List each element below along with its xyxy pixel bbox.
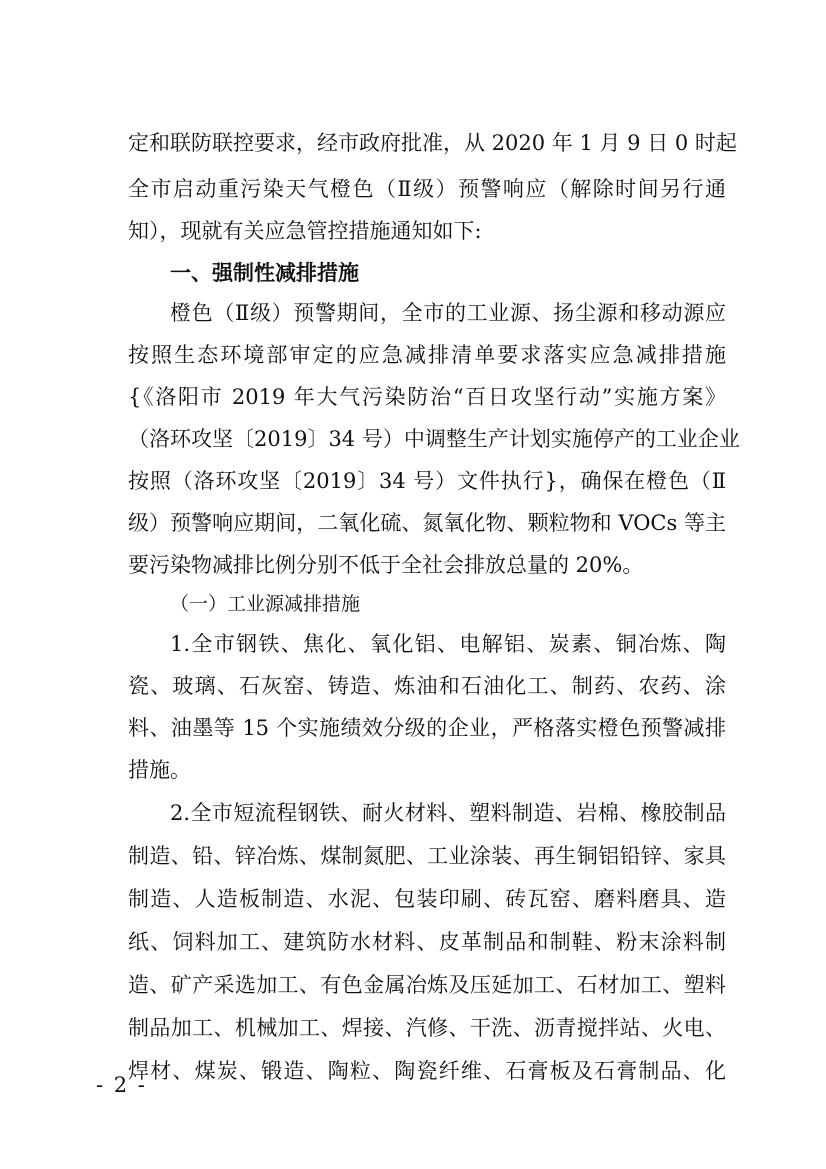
text-line: 造、矿产采选加工、有色金属冶炼及压延加工、石材加工、塑料 [128, 973, 726, 997]
text-line: 瓷、玻璃、石灰窑、铸造、炼油和石油化工、制药、农药、涂 [128, 674, 726, 698]
text-line: 橙色（Ⅱ级）预警期间，全市的工业源、扬尘源和移动源应 [170, 301, 726, 325]
text-line: 料、油墨等 15 个实施绩效分级的企业，严格落实橙色预警减排 [128, 716, 726, 740]
text-line: 全市启动重污染天气橙色（Ⅱ级）预警响应（解除时间另行通 [128, 177, 726, 201]
text-line: 措施。 [128, 758, 191, 782]
text-line: （洛环攻坚〔2019〕34 号）中调整生产计划实施停产的工业企业 [128, 427, 740, 451]
text-line: 2.全市短流程钢铁、耐火材料、塑料制造、岩棉、橡胶制品 [170, 801, 726, 825]
text-line: 制品加工、机械加工、焊接、汽修、干洗、沥青搅拌站、火电、 [128, 1016, 726, 1040]
text-line: 定和联防联控要求，经市政府批准，从 2020 年 1 月 9 日 0 时起 [128, 131, 737, 155]
subsection-heading: （一）工业源减排措施 [170, 593, 361, 615]
text-line: {《洛阳市 2019 年大气污染防治“百日攻坚行动”实施方案》 [128, 385, 726, 409]
text-line: 按照生态环境部审定的应急减排清单要求落实应急减排措施 [128, 343, 726, 367]
section-heading: 一、强制性减排措施 [170, 261, 359, 285]
text-line: 1.全市钢铁、焦化、氧化铝、电解铝、炭素、铜冶炼、陶 [170, 632, 726, 656]
text-line: 制造、铅、锌冶炼、煤制氮肥、工业涂装、再生铜铝铅锌、家具 [128, 844, 726, 868]
text-line: 要污染物减排比例分别不低于全社会排放总量的 20%。 [128, 553, 644, 577]
text-line: 制造、人造板制造、水泥、包装印刷、砖瓦窑、磨料磨具、造 [128, 887, 726, 911]
text-line: 纸、饲料加工、建筑防水材料、皮革制品和制鞋、粉末涂料制 [128, 930, 726, 954]
page-number: - 2 - [96, 1073, 147, 1097]
text-line: 级）预警响应期间，二氧化硫、氮氧化物、颗粒物和 VOCs 等主 [128, 511, 726, 535]
text-line: 焊材、煤炭、锻造、陶粒、陶瓷纤维、石膏板及石膏制品、化 [128, 1059, 726, 1083]
text-line: 按照（洛环攻坚〔2019〕34 号）文件执行}，确保在橙色（Ⅱ [128, 469, 726, 493]
text-line: 知），现就有关应急管控措施通知如下: [128, 219, 482, 243]
